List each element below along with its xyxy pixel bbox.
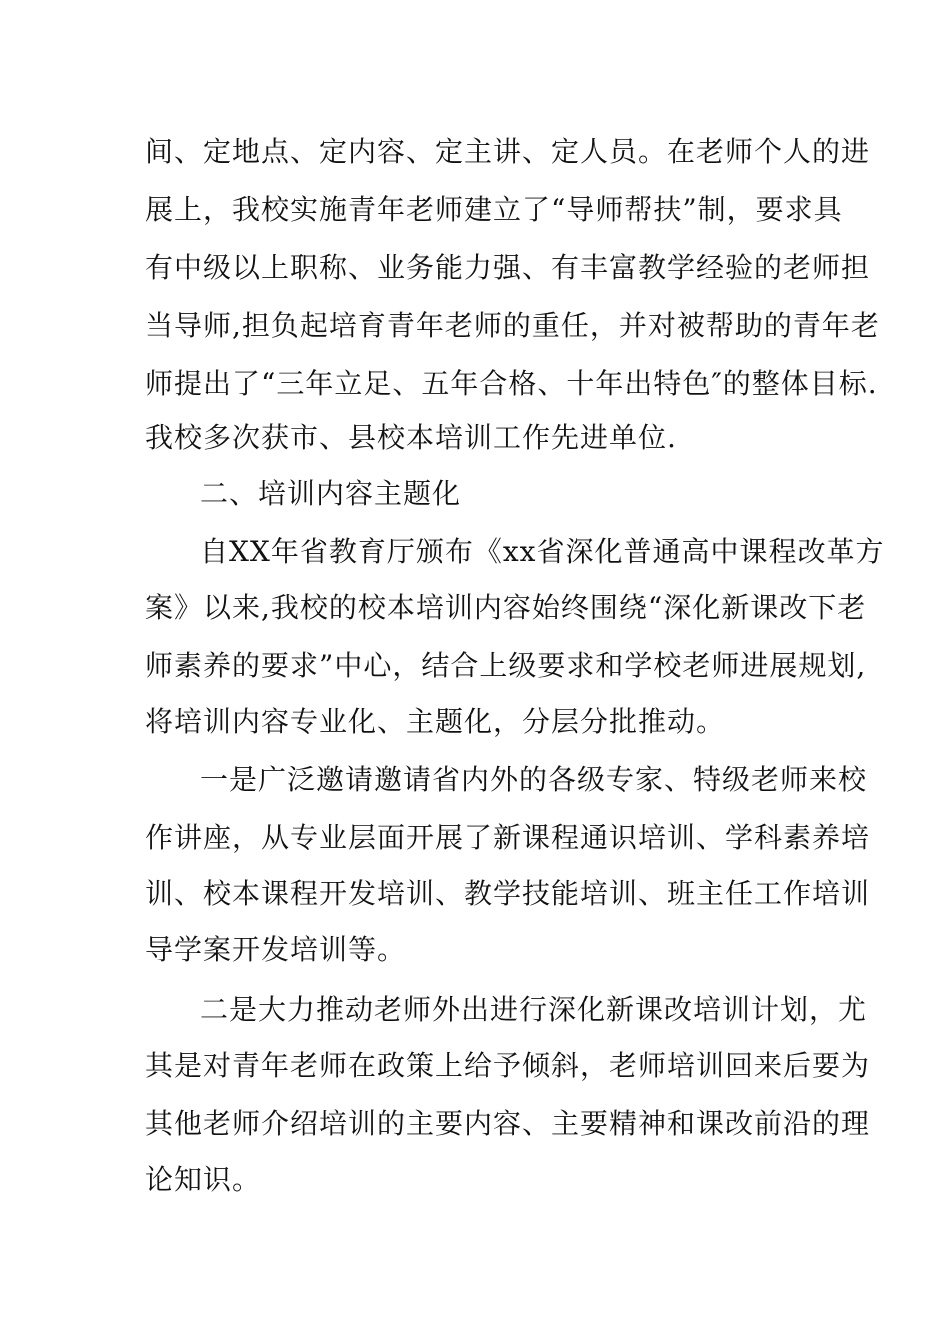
paragraph-line: 作讲座，从专业层面开展了新课程通识培训、学科素养培 [145, 821, 871, 854]
paragraph-line: 论知识。 [145, 1163, 262, 1196]
paragraph-line: 当导师,担负起培育青年老师的重任，并对被帮助的青年老 [145, 309, 880, 342]
paragraph-line: 间、定地点、定内容、定主讲、定人员。在老师个人的进 [145, 135, 871, 168]
paragraph-line: 案》以来,我校的校本培训内容始终围绕“深化新课改下老 [145, 591, 867, 624]
paragraph-line: 师素养的要求”中心，结合上级要求和学校老师进展规划, [145, 649, 867, 682]
paragraph-line: 我校多次获市、县校本培训工作先进单位. [145, 421, 677, 454]
paragraph-line: 训、校本课程开发培训、教学技能培训、班主任工作培训 [145, 877, 871, 910]
paragraph-line: 一是广泛邀请邀请省内外的各级专家、特级老师来校 [200, 763, 868, 796]
paragraph-line: 将培训内容专业化、主题化，分层分批推动。 [145, 705, 726, 738]
paragraph-line: 自XX年省教育厅颁布《xx省深化普通高中课程改革方 [200, 535, 885, 568]
paragraph-line: 其他老师介绍培训的主要内容、主要精神和课改前沿的理 [145, 1107, 871, 1140]
paragraph-line: 导学案开发培训等。 [145, 933, 407, 966]
paragraph-line: 展上，我校实施青年老师建立了“导师帮扶”制，要求具 [145, 193, 843, 226]
paragraph-line: 其是对青年老师在政策上给予倾斜，老师培训回来后要为 [145, 1049, 871, 1082]
paragraph-line: 师提出了“三年立足、五年合格、十年出特色″的整体目标. [145, 367, 878, 400]
section-heading: 二、培训内容主题化 [200, 477, 462, 510]
paragraph-line: 有中级以上职称、业务能力强、有丰富教学经验的老师担 [145, 251, 871, 284]
paragraph-line: 二是大力推动老师外出进行深化新课改培训计划，尤 [200, 993, 868, 1026]
